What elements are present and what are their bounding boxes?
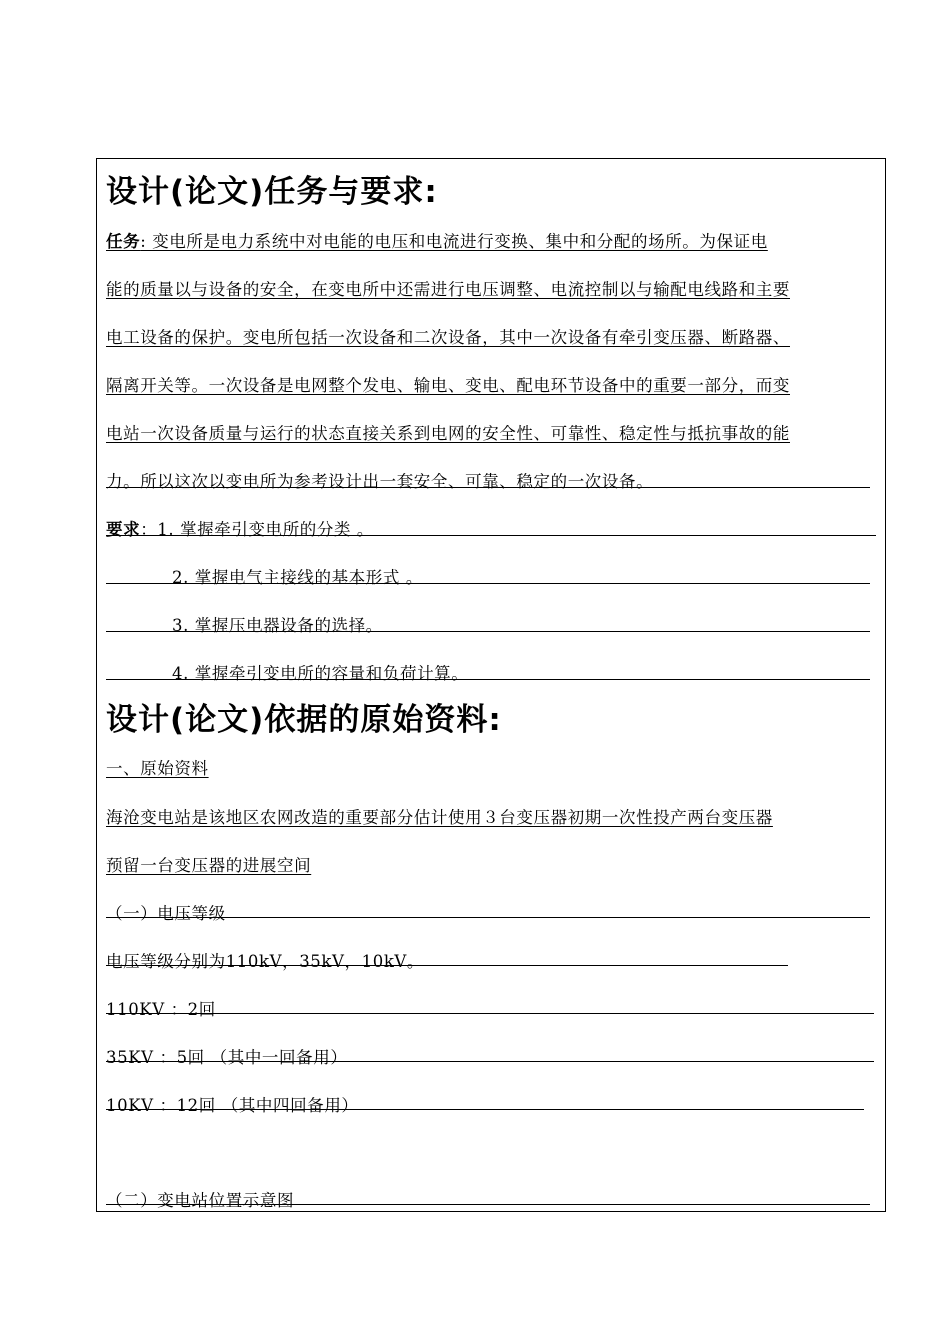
req-item-1	[106, 516, 374, 540]
task-line-6-rule	[106, 487, 870, 488]
task-line-3: 电工设备的保护。变电所包括一次设备和二次设备，其中一次设备有牵引变压器、断路器、	[106, 328, 790, 347]
section-heading-task: 设计(论文)任务与要求:	[106, 174, 438, 210]
circuit-10kv-rule	[106, 1109, 864, 1110]
task-line-5: 电站一次设备质量与运行的状态直接关系到电网的安全性、可靠性、稳定性与抵抗事故的能	[106, 424, 790, 443]
task-text-1: : 变电所是电力系统中对电能的电压和电流进行变换、集中和分配的场所。为保证电	[140, 232, 768, 251]
para-line-2: 预留一台变压器的进展空间	[106, 856, 312, 875]
task-line-1	[106, 228, 768, 252]
voltage-desc: 电压等级分别为110kV，35kV，10kV。	[106, 952, 425, 971]
req-item-4: 4. 掌握牵引变电所的容量和负荷计算。	[172, 664, 469, 683]
task-line-2: 能的质量以与设备的安全，在变电所中还需进行电压调整、电流控制以与输配电线路和主要	[106, 280, 790, 299]
voltage-desc-rule	[106, 965, 788, 966]
circuit-110kv: 110KV ：2回	[106, 1000, 216, 1019]
task-line-6: 力。所以这次以变电所为参考设计出一套安全、可靠、稳定的一次设备。	[106, 472, 654, 491]
task-line-4: 隔离开关等。一次设备是电网整个发电、输电、变电、配电环节设备中的重要一部分，而变	[106, 376, 790, 395]
req-item-3: 3. 掌握压电器设备的选择。	[172, 616, 383, 635]
sub-heading-original-data: 一、原始资料	[106, 759, 209, 778]
para-line-1: 海沧变电站是该地区农网改造的重要部分估计使用３台变压器初期一次性投产两台变压器	[106, 808, 773, 827]
req-rule-3	[106, 631, 870, 632]
circuit-35kv: 35KV ：5回 （其中一回备用）	[106, 1048, 348, 1067]
req-rule-2	[106, 583, 870, 584]
task-label: 任务	[106, 232, 141, 251]
location-title: （二）变电站位置示意图	[106, 1191, 295, 1210]
req-text-1: ：1. 掌握牵引变电所的分类 。	[140, 520, 375, 539]
circuit-110kv-rule	[106, 1013, 874, 1014]
voltage-title: （一）电压等级	[106, 904, 226, 923]
req-label: 要求	[106, 520, 141, 539]
voltage-title-rule	[106, 917, 870, 918]
location-title-rule	[106, 1204, 870, 1205]
req-rule-4	[106, 679, 870, 680]
circuit-35kv-rule	[106, 1061, 874, 1062]
req-rule-1	[106, 535, 876, 536]
section-heading-data: 设计(论文)依据的原始资料:	[106, 702, 502, 738]
circuit-10kv: 10KV ：12回 （其中四回备用）	[106, 1096, 359, 1115]
req-item-2: 2. 掌握电气主接线的基本形式 。	[172, 568, 423, 587]
